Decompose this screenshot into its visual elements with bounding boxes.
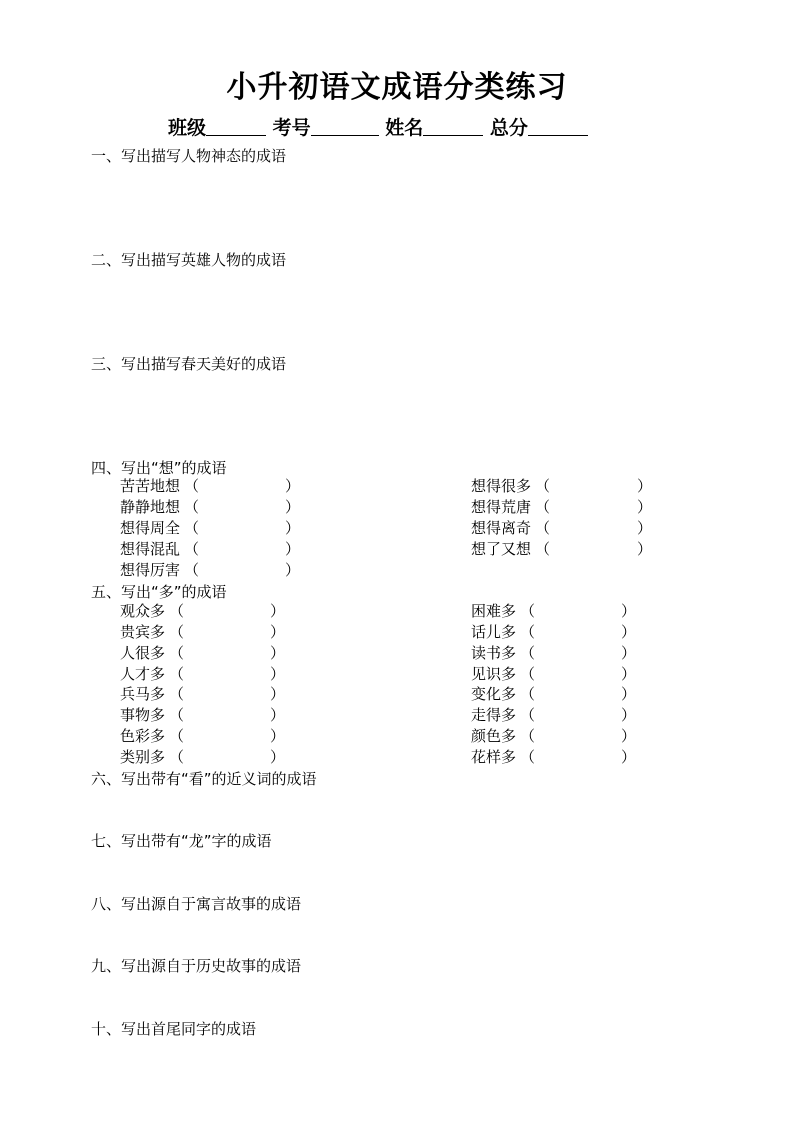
section-heading-6: 六、写出带有“看”的近义词的成语 — [91, 770, 317, 788]
duo-item-left-3: 人很多 （ ） — [120, 644, 286, 662]
duo-item-left-5: 兵马多 （ ） — [120, 685, 286, 703]
duo-item-right-6: 走得多 （ ） — [471, 706, 637, 724]
duo-item-left-1: 观众多 （ ） — [120, 602, 286, 620]
duo-item-left-6: 事物多 （ ） — [120, 706, 286, 724]
section-heading-7: 七、写出带有“龙”字的成语 — [91, 832, 272, 850]
xiang-item-right-1: 想得很多 （ ） — [471, 477, 653, 495]
duo-item-right-5: 变化多 （ ） — [471, 685, 637, 703]
section-heading-2: 二、写出描写英雄人物的成语 — [91, 251, 287, 269]
number-label: 考号 — [272, 117, 311, 139]
xiang-item-left-2: 静静地想 （ ） — [120, 498, 301, 516]
duo-item-left-7: 色彩多 （ ） — [120, 727, 286, 745]
duo-item-left-2: 贵宾多 （ ） — [120, 623, 286, 641]
duo-item-right-3: 读书多 （ ） — [471, 644, 637, 662]
number-blank — [311, 117, 379, 136]
section-heading-8: 八、写出源自于寓言故事的成语 — [91, 895, 302, 913]
duo-item-left-8: 类别多 （ ） — [120, 748, 286, 766]
duo-item-right-2: 话儿多 （ ） — [471, 623, 637, 641]
section-heading-3: 三、写出描写春天美好的成语 — [91, 355, 287, 373]
duo-item-right-7: 颜色多 （ ） — [471, 727, 637, 745]
duo-item-left-4: 人才多 （ ） — [120, 665, 286, 683]
xiang-item-left-4: 想得混乱 （ ） — [120, 540, 301, 558]
duo-item-right-4: 见识多 （ ） — [471, 665, 637, 683]
student-info-line — [168, 113, 588, 140]
score-label: 总分 — [489, 117, 528, 139]
xiang-item-right-4: 想了又想 （ ） — [471, 540, 653, 558]
name-label: 姓名 — [385, 117, 424, 139]
xiang-item-left-1: 苦苦地想 （ ） — [120, 477, 301, 495]
class-label: 班级 — [168, 117, 207, 139]
section-heading-10: 十、写出首尾同字的成语 — [91, 1020, 257, 1038]
duo-item-right-8: 花样多 （ ） — [471, 748, 637, 766]
section-heading-4: 四、写出“想”的成语 — [91, 459, 227, 477]
xiang-item-left-3: 想得周全 （ ） — [120, 519, 301, 537]
section-heading-1: 一、写出描写人物神态的成语 — [91, 147, 287, 165]
section-heading-9: 九、写出源自于历史故事的成语 — [91, 957, 302, 975]
xiang-item-left-5: 想得厉害 （ ） — [120, 561, 301, 579]
xiang-item-right-3: 想得离奇 （ ） — [471, 519, 653, 537]
page-title: 小升初语文成语分类练习 — [226, 70, 568, 105]
section-heading-5: 五、写出“多”的成语 — [91, 583, 227, 601]
score-blank — [528, 117, 588, 136]
duo-item-right-1: 困难多 （ ） — [471, 602, 637, 620]
class-blank — [206, 117, 266, 136]
xiang-item-right-2: 想得荒唐 （ ） — [471, 498, 653, 516]
name-blank — [423, 117, 483, 136]
